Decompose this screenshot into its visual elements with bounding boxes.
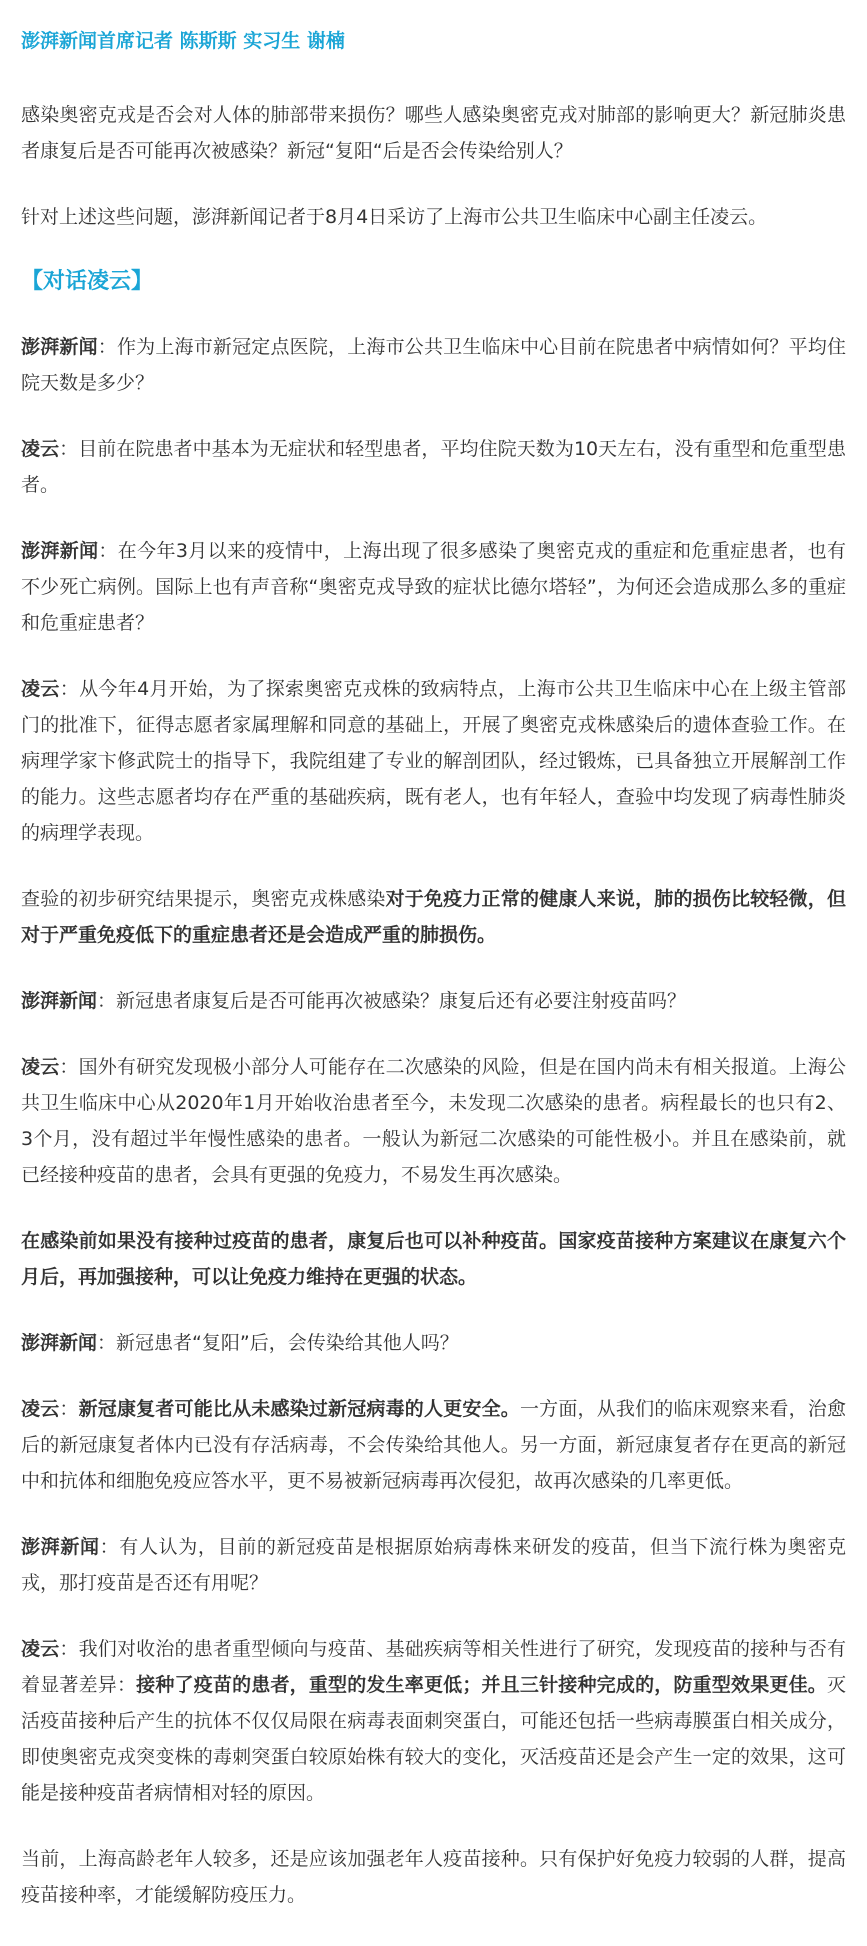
- bold-text: 澎湃新闻: [21, 336, 98, 358]
- paragraph: [21, 983, 846, 1019]
- text-run: 查验的初步研究结果提示，奥密克戎株感染: [21, 888, 386, 910]
- paragraph: [21, 1841, 846, 1913]
- paragraph: [21, 1529, 846, 1601]
- paragraph: [21, 533, 846, 641]
- text-run: ：作为上海市新冠定点医院，上海市公共卫生临床中心目前在院患者中病情如何？平均住院天数是多少？: [21, 336, 846, 394]
- bold-text: 新冠康复者可能比从未感染过新冠病毒的人更安全。: [78, 1398, 520, 1420]
- paragraph: [21, 1223, 846, 1295]
- paragraph: [21, 431, 846, 503]
- text-run: ：目前在院患者中基本为无症状和轻型患者，平均住院天数为10天左右，没有重型和危重型患者。: [21, 438, 846, 496]
- paragraph: [21, 199, 846, 235]
- text-run: 感染奥密克戎是否会对人体的肺部带来损伤？哪些人感染奥密克戎对肺部的影响更大？新冠肺炎患者康复后是否可能再次被感染？新冠“复阳“后是否会传染给别人？: [21, 104, 846, 162]
- paragraph: [21, 97, 846, 169]
- text-run: ：在今年3月以来的疫情中，上海出现了很多感染了奥密克戎的重症和危重症患者，也有不少死亡病例。国际上也有声音称“奥密克戎导致的症状比德尔塔轻”，为何还会造成那么多的重症和危重症患者？: [21, 540, 846, 634]
- article-intro: [21, 97, 846, 235]
- paragraph: [21, 881, 846, 953]
- bold-text: 在感染前如果没有接种过疫苗的患者，康复后也可以补种疫苗。国家疫苗接种方案建议在康复六个月后，再加强接种，可以让免疫力维持在更强的状态。: [21, 1230, 846, 1288]
- paragraph: [21, 1325, 846, 1361]
- text-run: ：国外有研究发现极小部分人可能存在二次感染的风险，但是在国内尚未有相关报道。上海公共卫生临床中心从2020年1月开始收治患者至今，未发现二次感染的患者。病程最长的也只有2、3个月，没有超过半年慢性感染的患者。一般认为新冠二次感染的可能性极小。并且在感染前，就已经接种疫苗的患者，会具有更强的免疫力，不易发生再次感染。: [21, 1056, 846, 1186]
- text-run: 灭活疫苗接种后产生的抗体不仅仅局限在病毒表面刺突蛋白，可能还包括一些病毒膜蛋白相关成分，即使奥密克戎突变株的毒刺突蛋白较原始株有较大的变化，灭活疫苗还是会产生一定的效果，这可能是接种疫苗者病情相对轻的原因。: [21, 1674, 846, 1804]
- bold-text: 凌云: [21, 438, 60, 460]
- bold-text: 凌云: [21, 1398, 60, 1420]
- bold-text: 澎湃新闻: [21, 540, 99, 562]
- paragraph: [21, 1049, 846, 1193]
- article-body: [21, 329, 846, 1913]
- text-run: ：从今年4月开始，为了探索奥密克戎株的致病特点，上海市公共卫生临床中心在上级主管部门的批准下，征得志愿者家属理解和同意的基础上，开展了奥密克戎株感染后的遗体查验工作。在病理学家卞修武院士的指导下，我院组建了专业的解剖团队，经过锻炼，已具备独立开展解剖工作的能力。这些志愿者均存在严重的基础疾病，既有老人，也有年轻人，查验中均发现了病毒性肺炎的病理学表现。: [21, 678, 846, 844]
- bold-text: 凌云: [21, 1638, 60, 1660]
- paragraph: [21, 1631, 846, 1811]
- bold-text: 凌云: [21, 1056, 60, 1078]
- text-run: ：我们对收治的患者重型倾向与疫苗、基础疾病等相关性进行了研究，发现疫苗的接种与否有着显著差异：: [21, 1638, 846, 1696]
- section-title: 【对话凌云】: [21, 269, 154, 294]
- text-run: ：新冠患者康复后是否可能再次被感染？康复后还有必要注射疫苗吗？: [97, 990, 687, 1012]
- text-run: ：有人认为，目前的新冠疫苗是根据原始病毒株来研发的疫苗，但当下流行株为奥密克戎，那打疫苗是否还有用呢？: [21, 1536, 846, 1594]
- text-run: ：新冠患者“复阳”后，会传染给其他人吗？: [97, 1332, 459, 1354]
- paragraph: [21, 671, 846, 851]
- bold-text: 澎湃新闻: [21, 1332, 98, 1354]
- bold-text: 凌云: [21, 678, 60, 700]
- bold-text: 澎湃新闻: [21, 990, 98, 1012]
- bold-text: 澎湃新闻: [21, 1536, 100, 1558]
- paragraph: [21, 329, 846, 401]
- byline: 澎湃新闻首席记者 陈斯斯 实习生 谢楠: [21, 30, 345, 52]
- text-run: 一方面，从我们的临床观察来看，治愈后的新冠康复者体内已没有存活病毒，不会传染给其他人。另一方面，新冠康复者存在更高的新冠中和抗体和细胞免疫应答水平，更不易被新冠病毒再次侵犯，故再次感染的几率更低。: [21, 1398, 846, 1492]
- text-run: 当前，上海高龄老年人较多，还是应该加强老年人疫苗接种。只有保护好免疫力较弱的人群，提高疫苗接种率，才能缓解防疫压力。: [21, 1848, 846, 1906]
- paragraph: [21, 1391, 846, 1499]
- text-run: 针对上述这些问题，澎湃新闻记者于8月4日采访了上海市公共卫生临床中心副主任凌云。: [21, 206, 768, 228]
- text-run: ：: [59, 1398, 79, 1420]
- bold-text: 接种了疫苗的患者，重型的发生率更低；并且三针接种完成的，防重型效果更佳。: [136, 1674, 827, 1696]
- bold-text: 对于免疫力正常的健康人来说，肺的损伤比较轻微，但对于严重免疫低下的重症患者还是会造成严重的肺损伤。: [21, 888, 846, 946]
